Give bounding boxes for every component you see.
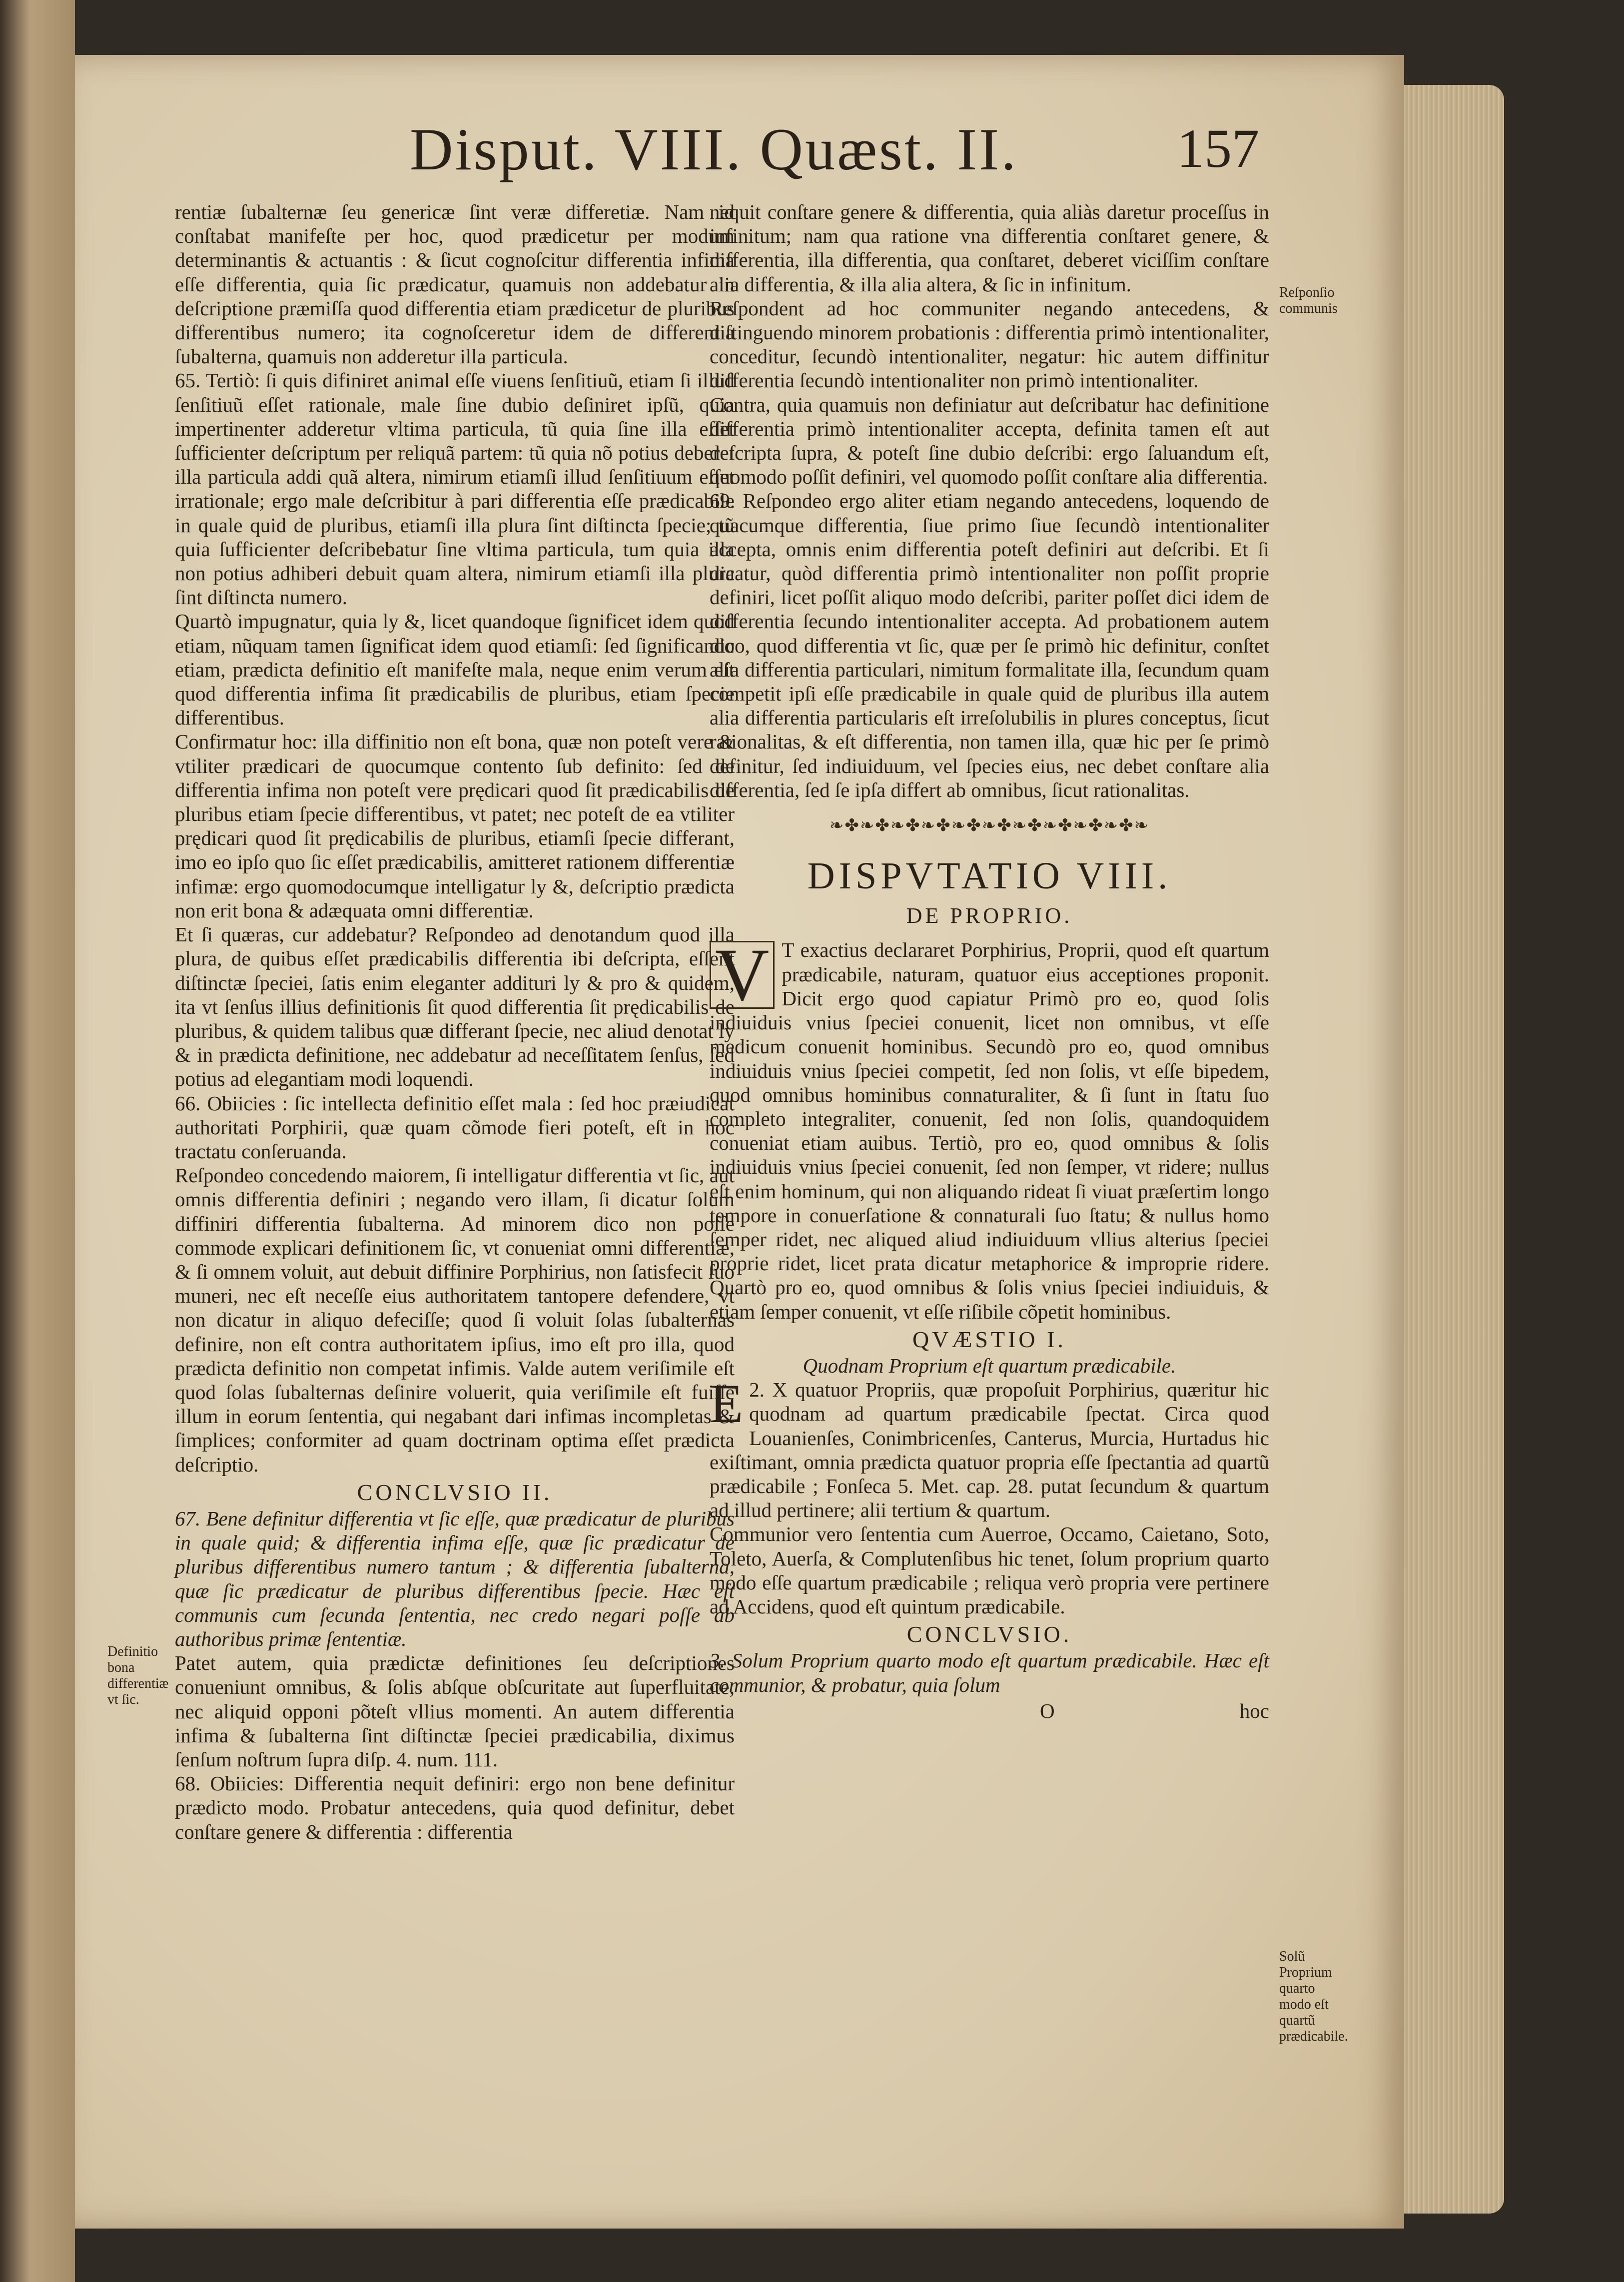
disputatio-paragraph — [710, 933, 1269, 1323]
paragraph: 65. Tertiò: ſi quis difiniret animal eſſe viuens ſenſitiuũ, etiam ſi illud ſenſitiuũ eſſet rationale, male ſine dubio deſiniret ipſũ, quia impertinenter adderetur vltima particula, tũ quia ſine illa eſſet ſufficienter deſcriptum per reliquã partem: tũ quia nõ potius deberet illa particula addi quã altera, nimirum etiamſi illud ſenſitiuum eſſet irrationale; ergo male deſcribitur à pari differentia eſſe prædicabile in quale quid de pluribus, etiamſi illa plura ſint diſtincta ſpecie; tũ quia ſufficienter deſcribebatur ſine vltima particula, tum quia illa non potius adhiberi debuit quam altera, nimirum etiamſi illa plura ſint diſtincta numero. — [175, 369, 735, 609]
signature-mark: O — [1039, 1699, 1055, 1722]
disputatio-heading: DISPVTATIO VIII. — [807, 855, 1172, 897]
running-header — [410, 115, 1259, 190]
paragraph: Reſpondent ad hoc communiter negando antecedens, & diſtinguendo minorem probationis : differentia primò intentionaliter, conceditur, ſecundò intentionaliter, negatur: hic autem diffinitur differentia ſecundò intentionaliter non primò intentionaliter. — [710, 296, 1269, 392]
conclusio-heading: CONCLVSIO. — [906, 1621, 1072, 1647]
paragraph: 3. Solum Proprium quarto modo eſt quartum prædicabile. Hæc eſt communior, & probatur, quia ſolum — [710, 1649, 1269, 1696]
disputatio-text: T exactius declararet Porphirius, Proprii, quod eſt quartum prædicabile, naturam, quatuor eius acceptiones proponit. Dicit ergo quod capiatur Primò pro eo, quod ſolis indiuiduis vnius ſpeciei conuenit, licet non omnibus, vt eſſe medicum conuenit hominibus. Secundò pro eo, quod omnibus indiuiduis vnius ſpeciei competit, ſed non ſolis, vt eſſe bipedem, quod omnibus hominibus connaturaliter, & ſi ſunt in ſtatu ſuo completo integraliter, conuenit, ſed non ſolis, quandoquidem conueniat etiam auibus. Tertiò, pro eo, quod omnibus & ſolis indiuiduis vnius ſpeciei conuenit, ſed non ſemper, vt ridere; nullus eſt enim hominum, qui non aliquando rideat ſi viuat præſertim longo tempore in conuerſatione & connaturali ſuo ſtatu; & nullus homo ſemper ridet, nec aliqued aliud indiuiduum vllius alterius ſpeciei proprie ridet, licet prata dicatur metaphorice & improprie ridere. Quartò pro eo, quod omnibus & ſolis vnius ſpeciei indiuiduis, & etiam ſemper conuenit, vt eſſe riſibile cõpetit hominibus. — [710, 938, 1269, 1323]
right-column — [710, 200, 1269, 1723]
facing-page-edge — [0, 0, 75, 2282]
quaestio-question: Quodnam Proprium eſt quartum prædicabile. — [803, 1354, 1176, 1377]
drop-cap: E — [710, 1373, 744, 1435]
page-number: 157 — [1177, 118, 1259, 179]
de-proprio-heading: DE PROPRIO. — [906, 903, 1073, 928]
catchword: hoc — [1239, 1699, 1269, 1722]
running-title: Disput. VIII. Quæst. II. — [410, 116, 1018, 182]
paragraph-number: 2. — [749, 1378, 765, 1402]
paragraph: 68. Obiicies: Differentia nequit definiri: ergo non bene definitur prædicto modo. Probatur antecedens, quia quod definitur, debet conſtare genere & differentia : differentia — [175, 1772, 735, 1843]
left-column — [175, 200, 735, 1844]
margin-note-left: Definitio bona differentiæ vt ſic. — [107, 1644, 169, 1707]
drop-cap: V — [710, 941, 775, 1009]
paragraph: rentiæ ſubalternæ ſeu genericæ ſint veræ differetiæ. Nam id conſtabat manifeſte per hoc, quod prædicetur per modum determinantis & actuantis : & ſicut cognoſcitur differentia infima eſſe differentia, quia ſic prædicatur, quamuis non addebatur in deſcriptione præmiſſa quod differentia etiam prædicetur de pluribus differentibus numero; ita cognoſceretur idem de differentia ſubalterna, quamuis non adderetur illa particula. — [175, 200, 735, 368]
quaestio-text: X quatuor Propriis, quæ propoſuit Porphirius, quæritur hic quodnam ad quartum prædicabile ſpectat. Circa quod Louanienſes, Conimbricenſes, Canterus, Murcia, Hurtadus hic exiſtimant, omnia prædicta quatuor propria eſſe ſpectantia ad quartũ prædicabile ; Fonſeca 5. Met. cap. 28. putat ſecundum & quartum ad illud pertinere; alii tertium & quartum. — [710, 1378, 1270, 1522]
quaestio-paragraph — [710, 1373, 1270, 1522]
paragraph: 67. Bene definitur differentia vt ſic eſſe, quæ prædicatur de pluribus in quale quid; & differentia infima eſſe, quæ ſic prædicatur de pluribus differentibus numero tantum ; & differentia ſubalterna, quæ ſic prædicatur de pluribus differentibus ſpecie. Hæc eſt communis cum ſecunda ſententia, nec credo negari poſſe ab authoribus primæ ſententiæ. — [175, 1507, 735, 1650]
paragraph: Quartò impugnatur, quia ly &, licet quandoque ſignificet idem quod etiam, nũquam tamen ſignificat idem quod etiamſi: ſed ſignificando etiam, prædicta definitio eſt manifeſte mala, neque enim verum eſt quod differentia infima ſit prædicabilis de pluribus, etiam ſpecie differentibus. — [175, 610, 735, 730]
paragraph: Confirmatur hoc: illa diffinitio non eſt bona, quæ non poteſt vere & vtiliter prædicari de quocumque contento ſub definito: ſed de differentia infima non poteſt vere prędicari quod ſit prædicabilis de pluribus etiam ſpecie differentibus, vt patet; nec poteſt de ea vtiliter prędicari quod ſit prędicabilis de pluribus, etiamſi ſpecie differant, imo eo ipſo quo ſic eſſet prædicabilis, amitteret rationem differentiæ infimæ: ergo quomodocumque intelligatur ly &, deſcriptio prædicta non erit bona & adæquata omni differentiæ. — [175, 730, 735, 922]
paragraph: 69. Reſpondeo ergo aliter etiam negando antecedens, loquendo de quacumque differentia, ſiue primo ſiue ſecundò intentionaliter accepta, omnis enim differentia poteſt definiri aut deſcribi. Et ſi dicatur, quòd differentia primò intentionaliter non poſſit proprie definiri, licet poſſit aliquo modo deſcribi, pariter poſſet dici idem de differentia ſecundo intentionaliter accepta. Ad probationem autem dico, quod differentia vt ſic, quæ per ſe primò hic definitur, conſtet alia differentia particulari, nimitum formalitate illa, ſecundum quam competit ipſi eſſe prædicabile in quale quid de pluribus illa autem alia differentia particularis eſt irreſolubilis in plures conceptus, ſicut rationalitas, & eſt differentia, non tamen illa, quæ hic per ſe primò definitur, ſed indiuiduum, vel ſpecies eius, nec debet conſtare alia differentia, ſed ſe ipſa differt ab omnibus, ſicut rationalitas. — [710, 489, 1269, 801]
book-fore-edge — [1404, 85, 1504, 2214]
paragraph: Contra, quia quamuis non definiatur aut deſcribatur hac definitione differentia primò intentionaliter accepta, definita tamen eſt aut deſcripta ſupra, & poteſt ſine dubio deſcribi: ergo ſaluandum eſt, quomodo poſſit definiri, vel quomodo poſſit conſtare alia differentia. — [710, 393, 1269, 489]
paragraph: Patet autem, quia prædictæ definitiones ſeu deſcriptiones conueniunt omnibus, & ſolis abſque obſcuritate aut ſuperfluitate, nec aliquid opponi põteſt vllius momenti. An autem differentia infima & ſubalterna ſint diſtinctæ ſpeciei prædicabilia, diximus ſenſum noſtrum ſupra diſp. 4. num. 111. — [175, 1651, 735, 1771]
ornament-rule: ❧✤❧✤❧✤❧✤❧✤❧✤❧✤❧✤❧✤❧✤❧ — [829, 816, 1150, 835]
paragraph: Reſpondeo concedendo maiorem, ſi intelligatur differentia vt ſic, aut omnis differentia definiri ; negando vero illam, ſi dicatur ſolum diffiniri differentia ſubalterna. Ad minorem dico non poſſe commode explicari definitionem ſic, vt conueniat omni differentiæ, & ſi omnem voluit, aut debuit diffinire Porphirius, non ſatisfecit ſuo muneri, nec eſt neceſſe eius authoritatem tantopere defendere, vt non dicatur in aliquo defeciſſe; quod ſi voluit ſolas ſubalternas definire, non eſt contra authoritatem ipſius, imo eſt pro illa, quod prædicta definitio non competat infimis. Valde autem veriſimile eſt quod ſolas ſubalternas deſinire voluerit, quia veriſimile eſt fuiſſe illum in eorum ſententia, qui negabant dari infimas incompletas & ſimplices; conformiter ad quam doctrinam optima eſſet prædicta deſcriptio. — [175, 1164, 735, 1476]
paragraph: Communior vero ſententia cum Auerroe, Occamo, Caietano, Soto, Toleto, Auerſa, & Complutenſibus hic tenet, ſolum proprium quarto modo eſſe quartum prædicabile ; reliqua verò propria vere pertinere ad Accidens, quod eſt quintum prædicabile. — [710, 1522, 1269, 1618]
margin-note-right: Solũ Proprium quarto modo eſt quartũ prædicabile. — [1279, 1949, 1348, 2044]
conclusio-heading: CONCLVSIO II. — [357, 1479, 553, 1505]
catchword-line — [710, 1699, 1269, 1723]
quaestio-heading: QVÆSTIO I. — [912, 1326, 1066, 1352]
paragraph: nequit conſtare genere & differentia, quia aliàs daretur proceſſus in infinitum; nam qua ratione vna differentia conſtaret genere, & differentia, illa differentia, qua conſtaret, deberet viciſſim conſtare alia differentia, & illa alia altera, & ſic in infinitum. — [710, 200, 1269, 296]
paragraph: 66. Obiicies : ſic intellecta definitio eſſet mala : ſed hoc præiudicat authoritati Porphirii, quæ quam cõmode fieri poteſt, eſt in hoc tractatu conſeruanda. — [175, 1091, 735, 1163]
paragraph: Et ſi quæras, cur addebatur? Reſpondeo ad denotandum quod illa plura, de quibus eſſet prædicabilis differentia ibi deſcripta, eſſent diſtinctæ ſpeciei, ſatis enim eleganter addituri ly & pro & quidem, ita vt ſenſus illius definitionis ſit quod differentia ſit prędicabilis de pluribus, & quidem talibus quæ differant ſpecie, nec aliud denotat ly & in prædicta definitione, nec addebatur ad neceſſitatem ſenſus, ſed potius ad elegantiam modi loquendi. — [175, 923, 735, 1091]
margin-note-right: Reſponſio communis — [1279, 285, 1338, 316]
